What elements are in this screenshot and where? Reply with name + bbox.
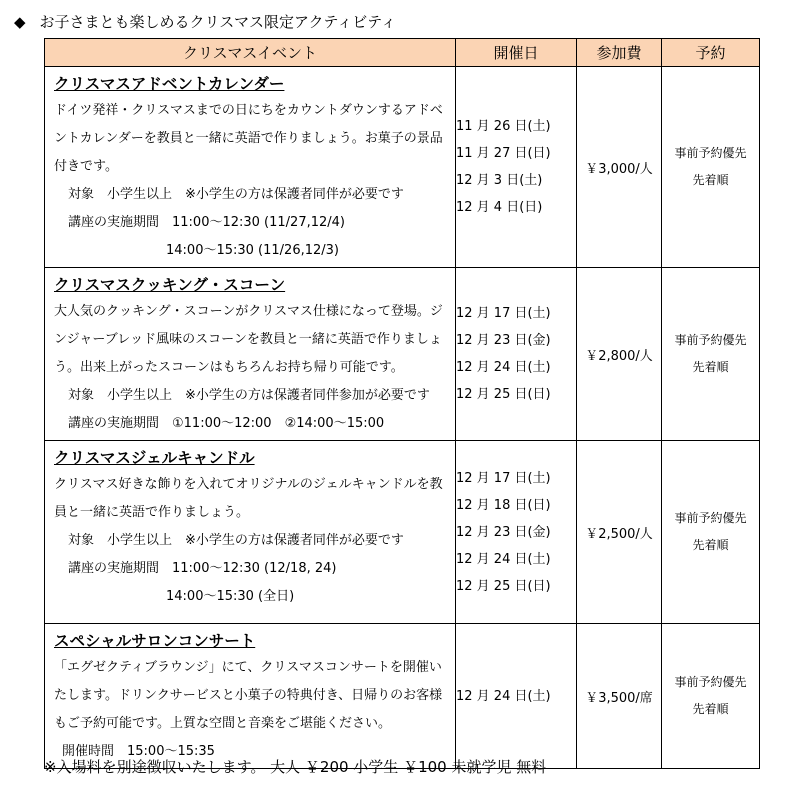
event-date: 12 月 24 日(土) (456, 551, 551, 567)
fee-cell: ￥3,000/人 (577, 67, 662, 268)
event-description: クリスマス好きな飾りを入れてオリジナルのジェルキャンドルを教員と一緒に英語で作りましょう。 (54, 477, 443, 520)
header-event: クリスマスイベント (45, 39, 456, 67)
fee-cell: ￥2,500/人 (577, 441, 662, 624)
event-period: 講座の実施期間 11:00～12:30 (11/27,12/4) (68, 215, 345, 230)
reservation-priority: 事前予約優先 (674, 333, 747, 347)
admission-footnote: ※入場料を別途徴収いたします。 大人 ￥200 小学生 ￥100 未就学児 無料 (44, 758, 547, 776)
event-date: 11 月 26 日(土) (456, 119, 551, 134)
section-heading-text: お子さまとも楽しめるクリスマス限定アクティビティ (39, 13, 397, 31)
reservation-cell (662, 67, 760, 268)
event-cell (45, 624, 456, 769)
table-header-row (45, 39, 760, 67)
table-row (45, 441, 760, 624)
reservation-priority: 事前予約優先 (674, 675, 747, 689)
event-date: 12 月 25 日(日) (456, 387, 551, 402)
date-cell (456, 268, 577, 441)
event-date: 12 月 3 日(土) (456, 173, 543, 188)
events-table (44, 38, 760, 769)
event-name: クリスマスクッキング・スコーン (54, 276, 286, 294)
event-date: 11 月 27 日(日) (456, 146, 551, 161)
header-fee: 参加費 (577, 39, 662, 67)
event-period: 講座の実施期間 ①11:00～12:00 ②14:00～15:00 (68, 416, 385, 431)
event-name: スペシャルサロンコンサート (54, 632, 256, 650)
event-period-second: 14:00～15:30 (全日) (166, 589, 295, 604)
reservation-order: 先着順 (692, 538, 729, 552)
event-date: 12 月 17 日(土) (456, 470, 551, 486)
reservation-priority: 事前予約優先 (674, 146, 747, 160)
event-period-second: 14:00～15:30 (11/26,12/3) (166, 243, 339, 258)
reservation-cell (662, 268, 760, 441)
reservation-order: 先着順 (692, 173, 729, 187)
event-target: 対象 小学生以上 ※小学生の方は保護者同伴が必要です (68, 533, 404, 548)
reservation-cell (662, 624, 760, 769)
event-cell (45, 268, 456, 441)
event-cell (45, 67, 456, 268)
event-description: 大人気のクッキング・スコーンがクリスマス仕様になって登場。ジンジャーブレッド風味のスコーンを教員と一緒に英語で作りましょう。出来上がったスコーンはもちろんお持ち帰り可能です。 (54, 304, 443, 375)
event-date: 12 月 24 日(土) (456, 688, 551, 704)
event-date: 12 月 17 日(土) (456, 306, 551, 321)
event-date: 12 月 24 日(土) (456, 360, 551, 375)
event-period: 講座の実施期間 11:00～12:30 (12/18, 24) (68, 561, 337, 576)
event-description: ドイツ発祥・クリスマスまでの日にちをカウントダウンするアドベントカレンダーを教員と一緒に英語で作りましょう。お菓子の景品付きです。 (54, 103, 443, 174)
event-description: 「エグゼクティブラウンジ」にて、クリスマスコンサートを開催いたします。ドリンクサービスと小菓子の特典付き、日帰りのお客様もご予約可能です。上質な空間と音楽をご堪能ください。 (54, 660, 443, 731)
header-reservation: 予約 (662, 39, 760, 67)
event-date: 12 月 23 日(金) (456, 524, 551, 540)
event-name: クリスマスアドベントカレンダー (54, 75, 285, 93)
event-target: 対象 小学生以上 ※小学生の方は保護者同伴参加が必要です (68, 388, 430, 403)
reservation-order: 先着順 (692, 702, 729, 716)
event-date: 12 月 25 日(日) (456, 578, 551, 594)
reservation-cell (662, 441, 760, 624)
header-date: 開催日 (456, 39, 577, 67)
fee-cell: ￥3,500/席 (577, 624, 662, 769)
date-cell (456, 67, 577, 268)
event-date: 12 月 18 日(日) (456, 497, 551, 513)
event-date: 12 月 23 日(金) (456, 333, 551, 348)
event-target: 対象 小学生以上 ※小学生の方は保護者同伴が必要です (68, 187, 404, 202)
event-cell (45, 441, 456, 624)
reservation-order: 先着順 (692, 360, 729, 374)
date-cell (456, 624, 577, 769)
date-cell (456, 441, 577, 624)
event-date: 12 月 4 日(日) (456, 200, 543, 215)
fee-cell: ￥2,800/人 (577, 268, 662, 441)
event-time: 開催時間 15:00～15:35 (62, 744, 215, 759)
table-row (45, 624, 760, 769)
diamond-bullet-icon: ◆ (14, 13, 26, 31)
reservation-priority: 事前予約優先 (674, 511, 747, 525)
table-row (45, 268, 760, 441)
table-row (45, 67, 760, 268)
section-heading (14, 10, 396, 34)
event-name: クリスマスジェルキャンドル (54, 449, 255, 467)
